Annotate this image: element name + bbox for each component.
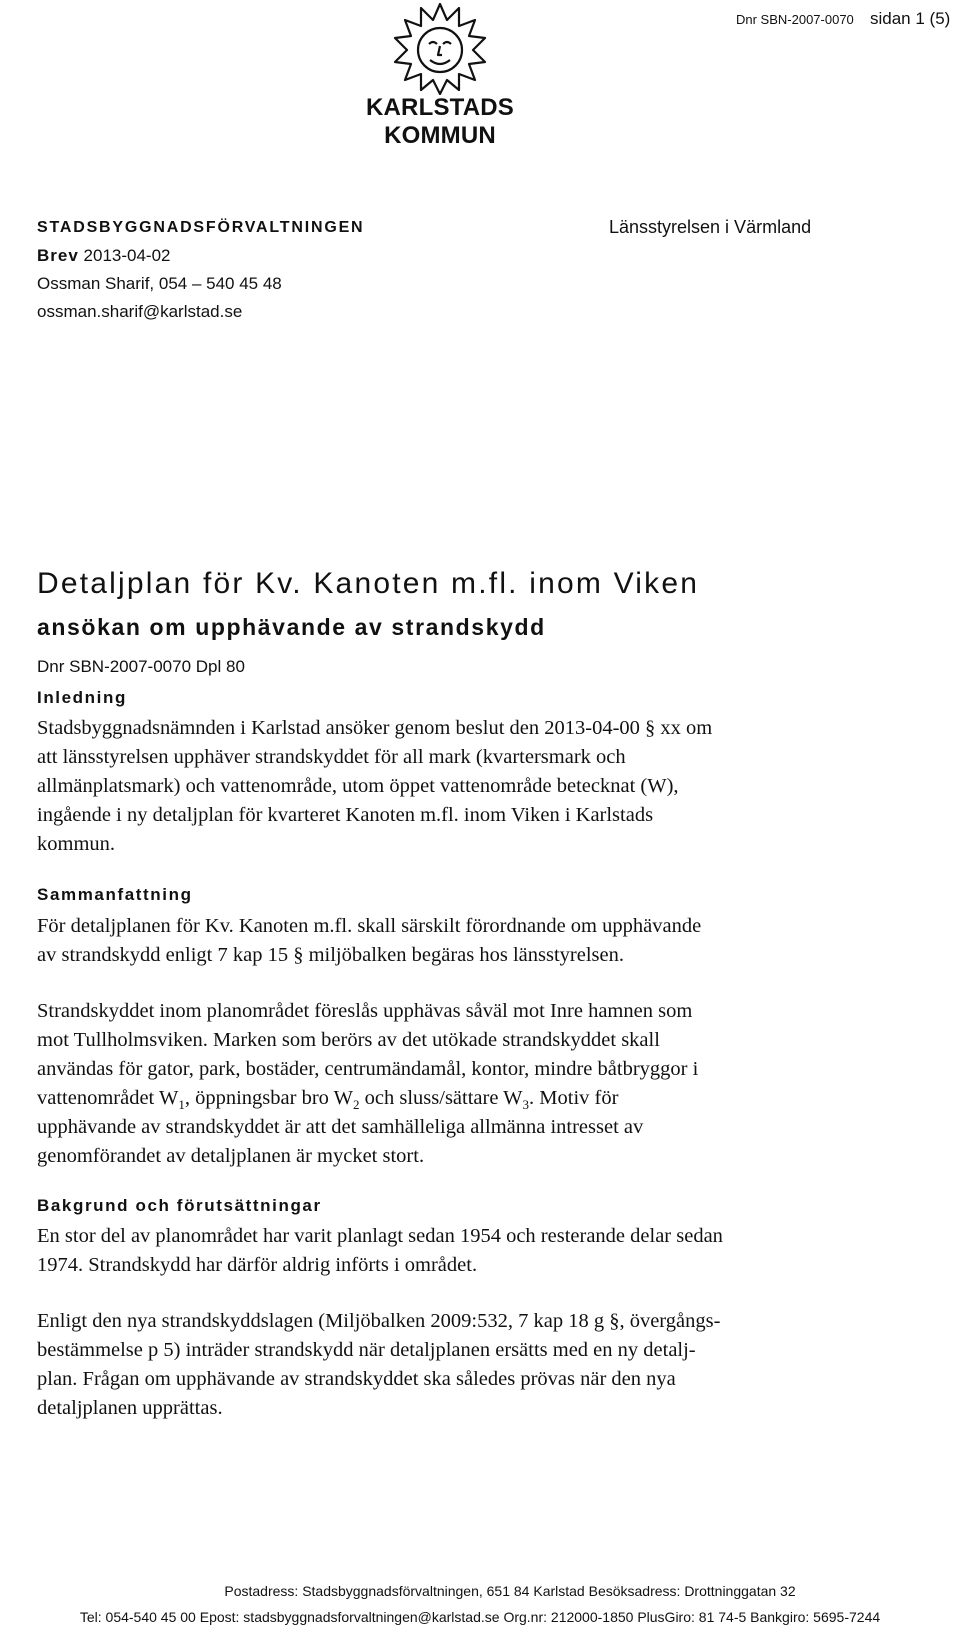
text-part-b: , öppningsbar bro W — [184, 1087, 354, 1109]
recipient: Länsstyrelsen i Värmland — [609, 217, 812, 237]
logo — [310, 0, 570, 149]
document-dnr: Dnr SBN-2007-0070 Dpl 80 — [37, 657, 245, 676]
sender-block — [37, 214, 364, 326]
sender-contact: Ossman Sharif, 054 – 540 45 48 — [37, 274, 282, 293]
subscript-2: 2 — [353, 1097, 360, 1113]
header-page-number: sidan 1 (5) — [870, 9, 951, 28]
sun-face-icon — [385, 0, 495, 95]
header-dnr: Dnr SBN-2007-0070 — [736, 12, 854, 27]
paragraph-bakgrund-1: En stor del av planområdet har varit planlagt sedan 1954 och resterande delar sedan 1974. Strandskydd har därför aldrig införts i området. — [37, 1225, 723, 1276]
paragraph-sammanfattning-1: För detaljplanen för Kv. Kanoten m.fl. skall särskilt förordnande om upphävande av strandskydd enligt 7 kap 15 § miljöbalken begäras hos länsstyrelsen. — [37, 915, 702, 966]
sender-brev-line — [37, 242, 364, 270]
heading-bakgrund: Bakgrund och förutsättningar — [37, 1196, 322, 1215]
heading-sammanfattning: Sammanfattning — [37, 885, 193, 904]
paragraph-bakgrund-2: Enligt den nya strandskyddslagen (Miljöbalken 2009:532, 7 kap 18 g §, övergångs- bestämmelse p 5) inträder strandskydd när detaljplanen ersätts med en ny detalj- plan. Frågan om upphävande av strandskyddet ska således prövas när den nya detaljplanen upprättas. — [37, 1310, 721, 1419]
subscript-1: 1 — [178, 1097, 185, 1113]
heading-inledning: Inledning — [37, 688, 127, 707]
paragraph-sammanfattning-2 — [37, 997, 837, 1171]
subscript-3: 3 — [522, 1097, 530, 1113]
text-part-d: . Motiv för upphävande av strandskyddet är att det samhälleliga allmänna intresset av genomförandet av detaljplanen är mycket stort. — [37, 1087, 644, 1167]
text-part-c: och sluss/sättare W — [359, 1087, 523, 1109]
document-title: Detaljplan för Kv. Kanoten m.fl. inom Viken — [37, 567, 700, 600]
paragraph-inledning: Stadsbyggnadsnämnden i Karlstad ansöker genom beslut den 2013-04-00 § xx om att länsstyrelsen upphäver strandskyddet för all mark (kvartersmark och allmänplatsmark) och vattenområde, utom öppet vattenområde betecknat (W), ingående i ny detaljplan för kvarteret Kanoten m.fl. inom Viken i Karlstads kommun. — [37, 717, 713, 855]
logo-text: KARLSTADS KOMMUN — [365, 94, 514, 149]
text-part-a: Strandskyddet inom planområdet föreslås upphävas såväl mot Inre hamnen som mot Tullholmsviken. Marken som berörs av det utökade strandskyddet skall användas för gator, park, bostäder, centrumändamål, kontor, mindre båtbryggor i vattenområdet W — [37, 1000, 699, 1109]
sender-email: ossman.sharif@karlstad.se — [37, 302, 243, 321]
sender-org: STADSBYGGNADSFÖRVALTNINGEN — [37, 219, 365, 236]
document-subtitle: ansökan om upphävande av strandskydd — [37, 614, 546, 640]
footer-address: Postadress: Stadsbyggnadsförvaltningen, 651 84 Karlstad Besöksadress: Drottninggatan 32 — [224, 1583, 796, 1599]
footer-contact: Tel: 054-540 45 00 Epost: stadsbyggnadsforvaltningen@karlstad.se Org.nr: 212000-1850 PlusGiro: 81 74-5 Bankgiro: 5695-7244 — [79, 1609, 881, 1625]
brev-label: Brev — [37, 246, 79, 265]
letter-date: 2013-04-02 — [83, 246, 171, 265]
